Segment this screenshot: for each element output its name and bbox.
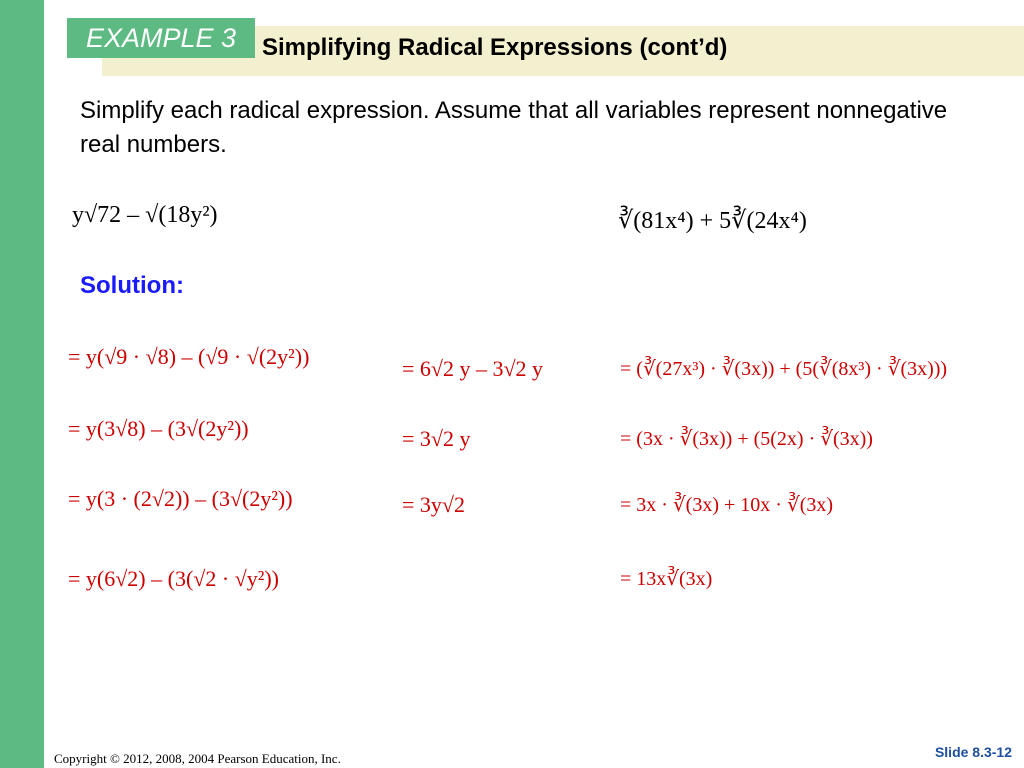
step-right-3: = 3x · ∛(3x) + 10x · ∛(3x): [620, 494, 834, 516]
solution-label: Solution:: [80, 272, 184, 299]
step-middle-3: = 3y√2: [402, 492, 465, 517]
slide-number: Slide 8.3-12: [934, 744, 1012, 760]
slide-title: Simplifying Radical Expressions (cont’d): [262, 34, 728, 61]
step-left-3: = y(3 · (2√2)) – (3√(2y²)): [68, 486, 293, 511]
problem-right: ∛(81x⁴) + 5∛(24x⁴): [618, 208, 807, 234]
instructions-text: Simplify each radical expression. Assume that all variables represent nonnegative real numbers.: [80, 97, 948, 158]
step-left-2: = y(3√8) – (3√(2y²)): [68, 416, 249, 441]
problem-left: y√72 – √(18y²): [72, 202, 218, 228]
step-right-4: = 13x∛(3x): [620, 568, 713, 590]
step-right-2: = (3x · ∛(3x)) + (5(2x) · ∛(3x)): [620, 428, 873, 450]
green-sidebar: [0, 0, 44, 768]
step-left-4: = y(6√2) – (3(√2 · √y²)): [68, 566, 280, 591]
step-middle-2: = 3√2 y: [402, 426, 471, 451]
step-middle-1: = 6√2 y – 3√2 y: [402, 356, 544, 381]
copyright-text: Copyright © 2012, 2008, 2004 Pearson Education, Inc.: [54, 751, 341, 766]
step-left-1: = y(√9 · √8) – (√9 · √(2y²)): [68, 344, 310, 369]
example-badge: EXAMPLE 3: [67, 18, 255, 58]
step-right-1: = (∛(27x³) · ∛(3x)) + (5(∛(8x³) · ∛(3x))): [620, 358, 948, 380]
